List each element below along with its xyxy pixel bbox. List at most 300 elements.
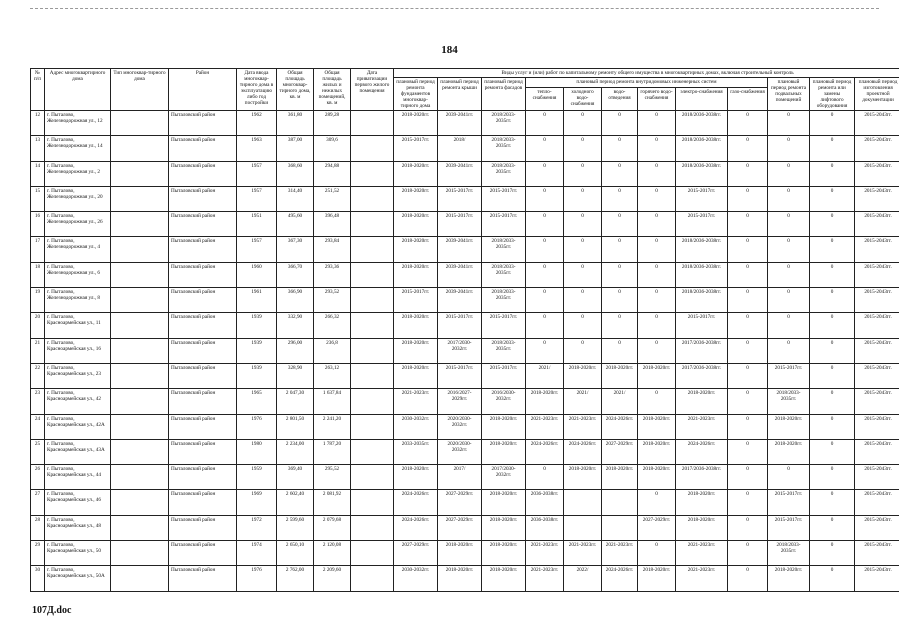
cell-year: 1951 bbox=[237, 212, 277, 237]
cell-year: 1960 bbox=[237, 262, 277, 287]
cell-project-docs: 2015-2043гг. bbox=[855, 414, 899, 439]
cell-type bbox=[111, 161, 169, 186]
cell-hot-water: 2018-2020гг. bbox=[638, 363, 676, 388]
cell-hot-water: 0 bbox=[638, 136, 676, 161]
cell-living-area: 396,48 bbox=[314, 212, 351, 237]
cell-drainage: 2021-2023гг. bbox=[602, 541, 638, 566]
cell-total-area: 369,40 bbox=[277, 465, 314, 490]
cell-elevator: 0 bbox=[810, 237, 855, 262]
cell-elevator: 0 bbox=[810, 414, 855, 439]
cell-num: 12 bbox=[31, 111, 45, 136]
cell-facade: 2018-2020гг. bbox=[482, 515, 526, 540]
cell-drainage: 2018-2020гг. bbox=[602, 363, 638, 388]
cell-heat: 2021-2023гг. bbox=[526, 566, 564, 591]
cell-project-docs: 2015-2043гг. bbox=[855, 465, 899, 490]
table-row bbox=[31, 338, 899, 363]
cell-cold-water: 0 bbox=[564, 136, 602, 161]
cell-address: г. Пыталово, Красноармейская ул., 50А bbox=[45, 566, 111, 591]
cell-heat: 2021/ bbox=[526, 363, 564, 388]
cell-privatization bbox=[351, 363, 394, 388]
cell-hot-water: 0 bbox=[638, 541, 676, 566]
cell-privatization bbox=[351, 490, 394, 515]
cell-project-docs: 2015-2043гг. bbox=[855, 111, 899, 136]
cell-type bbox=[111, 262, 169, 287]
cell-foundation: 2030-2032гг. bbox=[394, 414, 438, 439]
cell-cold-water: 2018-2020гг. bbox=[564, 363, 602, 388]
cell-electricity: 2021-2023гг. bbox=[676, 541, 728, 566]
cell-district: Пыталовский район bbox=[169, 566, 237, 591]
cell-type bbox=[111, 237, 169, 262]
cell-roof: 2018-2020гг. bbox=[438, 541, 482, 566]
cell-privatization bbox=[351, 313, 394, 338]
table-row bbox=[31, 136, 899, 161]
cell-district: Пыталовский район bbox=[169, 136, 237, 161]
cell-project-docs: 2015-2043гг. bbox=[855, 186, 899, 211]
table-row bbox=[31, 186, 899, 211]
cell-roof: 2039-2041гг. bbox=[438, 288, 482, 313]
cell-project-docs: 2015-2043гг. bbox=[855, 490, 899, 515]
cell-type bbox=[111, 288, 169, 313]
cell-facade: 2016/2030-2032гг. bbox=[482, 389, 526, 414]
cell-cold-water: 2024-2026гг. bbox=[564, 439, 602, 464]
cell-living-area: 2 241,20 bbox=[314, 414, 351, 439]
cell-facade: 2018-2020гг. bbox=[482, 439, 526, 464]
cell-gas: 0 bbox=[728, 515, 768, 540]
cell-electricity: 2021-2023гг. bbox=[676, 414, 728, 439]
cell-year: 1939 bbox=[237, 338, 277, 363]
cell-electricity: 2017/2036-2038гг. bbox=[676, 338, 728, 363]
cell-facade: 2015-2017гг. bbox=[482, 363, 526, 388]
cell-drainage: 2018-2020гг. bbox=[602, 465, 638, 490]
cell-address: г. Пыталово, Красноармейская ул., 43А bbox=[45, 439, 111, 464]
cell-project-docs: 2015-2043гг. bbox=[855, 262, 899, 287]
cell-roof: 2015-2017гг. bbox=[438, 313, 482, 338]
cell-project-docs: 2015-2043гг. bbox=[855, 389, 899, 414]
cell-facade: 2018/2033-2035гг. bbox=[482, 237, 526, 262]
cell-hot-water: 0 bbox=[638, 111, 676, 136]
cell-gas: 0 bbox=[728, 414, 768, 439]
cell-facade: 2018-2020гг. bbox=[482, 490, 526, 515]
cell-basement: 0 bbox=[768, 161, 810, 186]
cell-privatization bbox=[351, 389, 394, 414]
cell-gas: 0 bbox=[728, 288, 768, 313]
cell-cold-water: 0 bbox=[564, 338, 602, 363]
header-project-docs: плановый период изготовления проектной документации bbox=[855, 78, 899, 111]
cell-district: Пыталовский район bbox=[169, 439, 237, 464]
cell-num: 26 bbox=[31, 465, 45, 490]
cell-facade: 2018-2020гг. bbox=[482, 414, 526, 439]
cell-project-docs: 2015-2043гг. bbox=[855, 541, 899, 566]
table-row bbox=[31, 389, 899, 414]
cell-drainage: 0 bbox=[602, 212, 638, 237]
cell-electricity: 2018/2036-2038гг. bbox=[676, 111, 728, 136]
cell-hot-water: 0 bbox=[638, 313, 676, 338]
cell-type bbox=[111, 111, 169, 136]
cell-gas: 0 bbox=[728, 439, 768, 464]
cell-living-area: 289,28 bbox=[314, 111, 351, 136]
cell-foundation: 2018-2020гг. bbox=[394, 465, 438, 490]
cell-foundation: 2018-2020гг. bbox=[394, 363, 438, 388]
cell-address: г. Пыталово, Красноармейская ул., 48 bbox=[45, 515, 111, 540]
cell-electricity: 2018-2020гг. bbox=[676, 389, 728, 414]
cell-num: 28 bbox=[31, 515, 45, 540]
cell-total-area: 328,90 bbox=[277, 363, 314, 388]
header-type: Тип многоквар-тирного дома bbox=[111, 69, 169, 111]
cell-hot-water: 2018-2020гг. bbox=[638, 439, 676, 464]
cell-roof: 2039-2041гг. bbox=[438, 161, 482, 186]
cell-elevator: 0 bbox=[810, 439, 855, 464]
header-works-group: Виды услуг и (или) работ по капитальному ремонту общего имущества в многоквартирных домах, включая строительный контроль bbox=[394, 69, 899, 78]
cell-address: г. Пыталово, Железнодорожная ул., 26 bbox=[45, 212, 111, 237]
cell-total-area: 368,60 bbox=[277, 161, 314, 186]
cell-heat: 0 bbox=[526, 212, 564, 237]
cell-heat: 0 bbox=[526, 186, 564, 211]
cell-total-area: 2 650,10 bbox=[277, 541, 314, 566]
cell-cold-water: 2021/ bbox=[564, 389, 602, 414]
cell-num: 27 bbox=[31, 490, 45, 515]
cell-electricity: 2017/2036-2038гг. bbox=[676, 363, 728, 388]
cell-roof: 2018/ bbox=[438, 136, 482, 161]
table-row bbox=[31, 465, 899, 490]
cell-foundation: 2018-2020гг. bbox=[394, 338, 438, 363]
cell-basement: 2018-2020гг. bbox=[768, 566, 810, 591]
cell-year: 1939 bbox=[237, 313, 277, 338]
cell-project-docs: 2015-2043гг. bbox=[855, 136, 899, 161]
cell-facade: 2018/2033-2035гг. bbox=[482, 161, 526, 186]
cell-privatization bbox=[351, 237, 394, 262]
cell-heat: 2021-2023гг. bbox=[526, 541, 564, 566]
cell-year: 1939 bbox=[237, 363, 277, 388]
cell-cold-water: 2021-2023гг. bbox=[564, 414, 602, 439]
cell-drainage: 2024-2026гг. bbox=[602, 566, 638, 591]
cell-total-area: 2 602,40 bbox=[277, 490, 314, 515]
cell-project-docs: 2015-2043гг. bbox=[855, 212, 899, 237]
cell-cold-water: 2022/ bbox=[564, 566, 602, 591]
cell-drainage: 2021/ bbox=[602, 389, 638, 414]
cell-address: г. Пыталово, Красноармейская ул., 50 bbox=[45, 541, 111, 566]
cell-facade: 2018/2033-2035гг. bbox=[482, 288, 526, 313]
table-row bbox=[31, 566, 899, 591]
cell-basement: 0 bbox=[768, 186, 810, 211]
cell-elevator: 0 bbox=[810, 389, 855, 414]
scan-edge-line bbox=[30, 8, 879, 9]
cell-hot-water: 2018-2020гг. bbox=[638, 414, 676, 439]
cell-num: 13 bbox=[31, 136, 45, 161]
cell-basement: 2015-2017гг. bbox=[768, 363, 810, 388]
cell-address: г. Пыталово, Красноармейская ул., 42А bbox=[45, 414, 111, 439]
page-number: 184 bbox=[441, 44, 458, 56]
cell-drainage: 2024-2026гг. bbox=[602, 414, 638, 439]
cell-num: 29 bbox=[31, 541, 45, 566]
cell-gas: 0 bbox=[728, 389, 768, 414]
cell-project-docs: 2015-2043гг. bbox=[855, 237, 899, 262]
cell-type bbox=[111, 389, 169, 414]
header-foundation: плановый период ремонта фундаментов многоквар-тирного дома bbox=[394, 78, 438, 111]
cell-basement: 2018-2020гг. bbox=[768, 439, 810, 464]
cell-elevator: 0 bbox=[810, 338, 855, 363]
table-row bbox=[31, 262, 899, 287]
cell-drainage: 0 bbox=[602, 111, 638, 136]
cell-elevator: 0 bbox=[810, 313, 855, 338]
cell-living-area: 309,6 bbox=[314, 136, 351, 161]
cell-address: г. Пыталово, Красноармейская ул., 16 bbox=[45, 338, 111, 363]
cell-type bbox=[111, 186, 169, 211]
cell-cold-water: 0 bbox=[564, 237, 602, 262]
table-row bbox=[31, 212, 899, 237]
cell-foundation: 2018-2020гг. bbox=[394, 111, 438, 136]
cell-year: 1959 bbox=[237, 465, 277, 490]
cell-foundation: 2018-2020гг. bbox=[394, 212, 438, 237]
cell-elevator: 0 bbox=[810, 262, 855, 287]
cell-type bbox=[111, 363, 169, 388]
cell-address: г. Пыталово, Железнодорожная ул., 4 bbox=[45, 237, 111, 262]
cell-living-area: 2 079,68 bbox=[314, 515, 351, 540]
cell-elevator: 0 bbox=[810, 136, 855, 161]
cell-project-docs: 2015-2043гг. bbox=[855, 288, 899, 313]
cell-district: Пыталовский район bbox=[169, 111, 237, 136]
cell-type bbox=[111, 439, 169, 464]
cell-address: г. Пыталово, Железнодорожная ул., 2 bbox=[45, 161, 111, 186]
cell-num: 15 bbox=[31, 186, 45, 211]
header-district: Район bbox=[169, 69, 237, 111]
cell-electricity: 2018/2036-2038гг. bbox=[676, 262, 728, 287]
cell-elevator: 0 bbox=[810, 566, 855, 591]
cell-year: 1957 bbox=[237, 161, 277, 186]
cell-privatization bbox=[351, 288, 394, 313]
cell-hot-water: 2018-2020гг. bbox=[638, 465, 676, 490]
header-drainage: водо-отведения bbox=[602, 87, 638, 110]
cell-electricity: 2018/2036-2038гг. bbox=[676, 161, 728, 186]
cell-facade: 2018/2033-2035гг. bbox=[482, 262, 526, 287]
cell-facade: 2018/2033-2035гг. bbox=[482, 111, 526, 136]
cell-privatization bbox=[351, 186, 394, 211]
cell-num: 20 bbox=[31, 313, 45, 338]
cell-foundation: 2018-2020гг. bbox=[394, 237, 438, 262]
cell-foundation: 2018-2020гг. bbox=[394, 313, 438, 338]
cell-district: Пыталовский район bbox=[169, 490, 237, 515]
cell-foundation: 2033-2035гг. bbox=[394, 439, 438, 464]
cell-privatization bbox=[351, 566, 394, 591]
header-heat: тепло-снабжения bbox=[526, 87, 564, 110]
cell-type bbox=[111, 465, 169, 490]
cell-elevator: 0 bbox=[810, 490, 855, 515]
cell-project-docs: 2015-2043гг. bbox=[855, 515, 899, 540]
cell-total-area: 2 801,50 bbox=[277, 414, 314, 439]
cell-cold-water: 0 bbox=[564, 262, 602, 287]
table-row bbox=[31, 288, 899, 313]
cell-total-area: 314,40 bbox=[277, 186, 314, 211]
cell-heat: 2024-2026гг. bbox=[526, 439, 564, 464]
cell-living-area: 236,8 bbox=[314, 338, 351, 363]
cell-project-docs: 2015-2043гг. bbox=[855, 313, 899, 338]
cell-heat: 0 bbox=[526, 136, 564, 161]
header-facade: плановый период ремонта фасадов bbox=[482, 78, 526, 111]
cell-living-area: 2 209,60 bbox=[314, 566, 351, 591]
cell-basement: 2015-2017гг. bbox=[768, 490, 810, 515]
cell-district: Пыталовский район bbox=[169, 541, 237, 566]
cell-heat: 0 bbox=[526, 262, 564, 287]
cell-year: 1972 bbox=[237, 515, 277, 540]
cell-address: г. Пыталово, Железнодорожная ул., 12 bbox=[45, 111, 111, 136]
cell-facade: 2018-2020гг. bbox=[482, 566, 526, 591]
cell-gas: 0 bbox=[728, 566, 768, 591]
header-gas: газо-снабжения bbox=[728, 87, 768, 110]
cell-roof: 2027-2029гг. bbox=[438, 490, 482, 515]
cell-foundation: 2024-2026гг. bbox=[394, 515, 438, 540]
cell-gas: 0 bbox=[728, 541, 768, 566]
cell-roof: 2018-2020гг. bbox=[438, 566, 482, 591]
cell-project-docs: 2015-2043гг. bbox=[855, 566, 899, 591]
cell-roof: 2039-2041гг. bbox=[438, 111, 482, 136]
cell-total-area: 296,00 bbox=[277, 338, 314, 363]
cell-district: Пыталовский район bbox=[169, 414, 237, 439]
cell-roof: 2017/2030-2032гг. bbox=[438, 338, 482, 363]
cell-elevator: 0 bbox=[810, 541, 855, 566]
cell-total-area: 366,70 bbox=[277, 262, 314, 287]
cell-foundation: 2027-2029гг. bbox=[394, 541, 438, 566]
table-row bbox=[31, 363, 899, 388]
cell-hot-water: 0 bbox=[638, 490, 676, 515]
cell-electricity: 2024-2026гг. bbox=[676, 439, 728, 464]
cell-district: Пыталовский район bbox=[169, 161, 237, 186]
cell-type bbox=[111, 313, 169, 338]
cell-project-docs: 2015-2043гг. bbox=[855, 338, 899, 363]
cell-address: г. Пыталово, Красноармейская ул., 11 bbox=[45, 313, 111, 338]
cell-address: г. Пыталово, Красноармейская ул., 46 bbox=[45, 490, 111, 515]
cell-gas: 0 bbox=[728, 313, 768, 338]
cell-district: Пыталовский район bbox=[169, 515, 237, 540]
cell-gas: 0 bbox=[728, 490, 768, 515]
cell-roof: 2020/2030-2032гг. bbox=[438, 414, 482, 439]
cell-living-area: 294,88 bbox=[314, 161, 351, 186]
cell-privatization bbox=[351, 262, 394, 287]
cell-year: 1976 bbox=[237, 566, 277, 591]
cell-electricity: 2017/2036-2038гг. bbox=[676, 465, 728, 490]
header-elevator: плановый период ремонта или замены лифтового оборудования bbox=[810, 78, 855, 111]
cell-privatization bbox=[351, 212, 394, 237]
cell-roof: 2039-2041гг. bbox=[438, 237, 482, 262]
cell-gas: 0 bbox=[728, 186, 768, 211]
cell-elevator: 0 bbox=[810, 465, 855, 490]
cell-heat: 2018-2020гг. bbox=[526, 389, 564, 414]
cell-hot-water: 2018-2020гг. bbox=[638, 566, 676, 591]
cell-district: Пыталовский район bbox=[169, 237, 237, 262]
cell-district: Пыталовский район bbox=[169, 186, 237, 211]
cell-project-docs: 2015-2043гг. bbox=[855, 363, 899, 388]
cell-hot-water: 2027-2029гг. bbox=[638, 515, 676, 540]
cell-address: г. Пыталово, Железнодорожная ул., 8 bbox=[45, 288, 111, 313]
cell-year: 1974 bbox=[237, 541, 277, 566]
cell-address: г. Пыталово, Железнодорожная ул., 20 bbox=[45, 186, 111, 211]
cell-electricity: 2018/2036-2038гг. bbox=[676, 136, 728, 161]
cell-total-area: 361,80 bbox=[277, 111, 314, 136]
cell-privatization bbox=[351, 111, 394, 136]
cell-basement: 0 bbox=[768, 313, 810, 338]
cell-district: Пыталовский район bbox=[169, 465, 237, 490]
cell-heat: 0 bbox=[526, 111, 564, 136]
cell-cold-water: 0 bbox=[564, 111, 602, 136]
cell-cold-water: 2021-2023гг. bbox=[564, 541, 602, 566]
cell-hot-water: 0 bbox=[638, 288, 676, 313]
cell-basement: 0 bbox=[768, 136, 810, 161]
cell-year: 1962 bbox=[237, 111, 277, 136]
cell-num: 18 bbox=[31, 262, 45, 287]
cell-district: Пыталовский район bbox=[169, 338, 237, 363]
header-basement: плановый период ремонта подвальных помещений bbox=[768, 78, 810, 111]
cell-drainage: 2027-2029гг. bbox=[602, 439, 638, 464]
table-body bbox=[31, 111, 899, 592]
cell-basement: 2018-2020гг. bbox=[768, 414, 810, 439]
cell-electricity: 2018/2036-2038гг. bbox=[676, 288, 728, 313]
cell-electricity: 2018-2020гг. bbox=[676, 515, 728, 540]
cell-drainage bbox=[602, 515, 638, 540]
table-row bbox=[31, 439, 899, 464]
cell-foundation: 2018-2020гг. bbox=[394, 186, 438, 211]
cell-facade: 2017/2030-2032гг. bbox=[482, 465, 526, 490]
cell-cold-water bbox=[564, 515, 602, 540]
cell-num: 21 bbox=[31, 338, 45, 363]
cell-foundation: 2030-2032гг. bbox=[394, 566, 438, 591]
header-total-area: Общая площадь многоквар-тирного дома, кв. м bbox=[277, 69, 314, 111]
cell-cold-water: 0 bbox=[564, 161, 602, 186]
cell-num: 14 bbox=[31, 161, 45, 186]
cell-cold-water: 0 bbox=[564, 288, 602, 313]
cell-year: 1969 bbox=[237, 490, 277, 515]
cell-hot-water: 0 bbox=[638, 186, 676, 211]
cell-total-area: 332,90 bbox=[277, 313, 314, 338]
cell-basement: 0 bbox=[768, 212, 810, 237]
cell-elevator: 0 bbox=[810, 515, 855, 540]
cell-elevator: 0 bbox=[810, 161, 855, 186]
cell-year: 1980 bbox=[237, 439, 277, 464]
cell-facade: 2018/2033-2035гг. bbox=[482, 136, 526, 161]
cell-living-area: 295,52 bbox=[314, 465, 351, 490]
cell-heat: 0 bbox=[526, 465, 564, 490]
cell-living-area: 293,36 bbox=[314, 262, 351, 287]
header-cold-water: холодного водо-снабжения bbox=[564, 87, 602, 110]
cell-cold-water: 0 bbox=[564, 186, 602, 211]
cell-facade: 2015-2017гг. bbox=[482, 186, 526, 211]
cell-roof: 2027-2029гг. bbox=[438, 515, 482, 540]
table-row bbox=[31, 414, 899, 439]
header-privatization: Дата приватизации первого жилого помещения bbox=[351, 69, 394, 111]
cell-living-area: 293,84 bbox=[314, 237, 351, 262]
cell-total-area: 2 047,30 bbox=[277, 389, 314, 414]
cell-project-docs: 2015-2043гг. bbox=[855, 161, 899, 186]
cell-drainage bbox=[602, 490, 638, 515]
cell-drainage: 0 bbox=[602, 338, 638, 363]
cell-roof: 2015-2017гг. bbox=[438, 186, 482, 211]
cell-gas: 0 bbox=[728, 338, 768, 363]
cell-living-area: 251,52 bbox=[314, 186, 351, 211]
cell-privatization bbox=[351, 414, 394, 439]
cell-electricity: 2018-2020гг. bbox=[676, 490, 728, 515]
cell-heat: 2021-2023гг. bbox=[526, 414, 564, 439]
cell-gas: 0 bbox=[728, 465, 768, 490]
cell-district: Пыталовский район bbox=[169, 313, 237, 338]
header-roof: плановый период ремонта крыши bbox=[438, 78, 482, 111]
cell-type bbox=[111, 541, 169, 566]
cell-electricity: 2015-2017гг. bbox=[676, 313, 728, 338]
cell-address: г. Пыталово, Красноармейская ул., 44 bbox=[45, 465, 111, 490]
cell-district: Пыталовский район bbox=[169, 363, 237, 388]
cell-gas: 0 bbox=[728, 363, 768, 388]
cell-privatization bbox=[351, 465, 394, 490]
header-num: № п/п bbox=[31, 69, 45, 111]
cell-drainage: 0 bbox=[602, 262, 638, 287]
cell-num: 22 bbox=[31, 363, 45, 388]
cell-basement: 2018/2033-2035гг. bbox=[768, 541, 810, 566]
